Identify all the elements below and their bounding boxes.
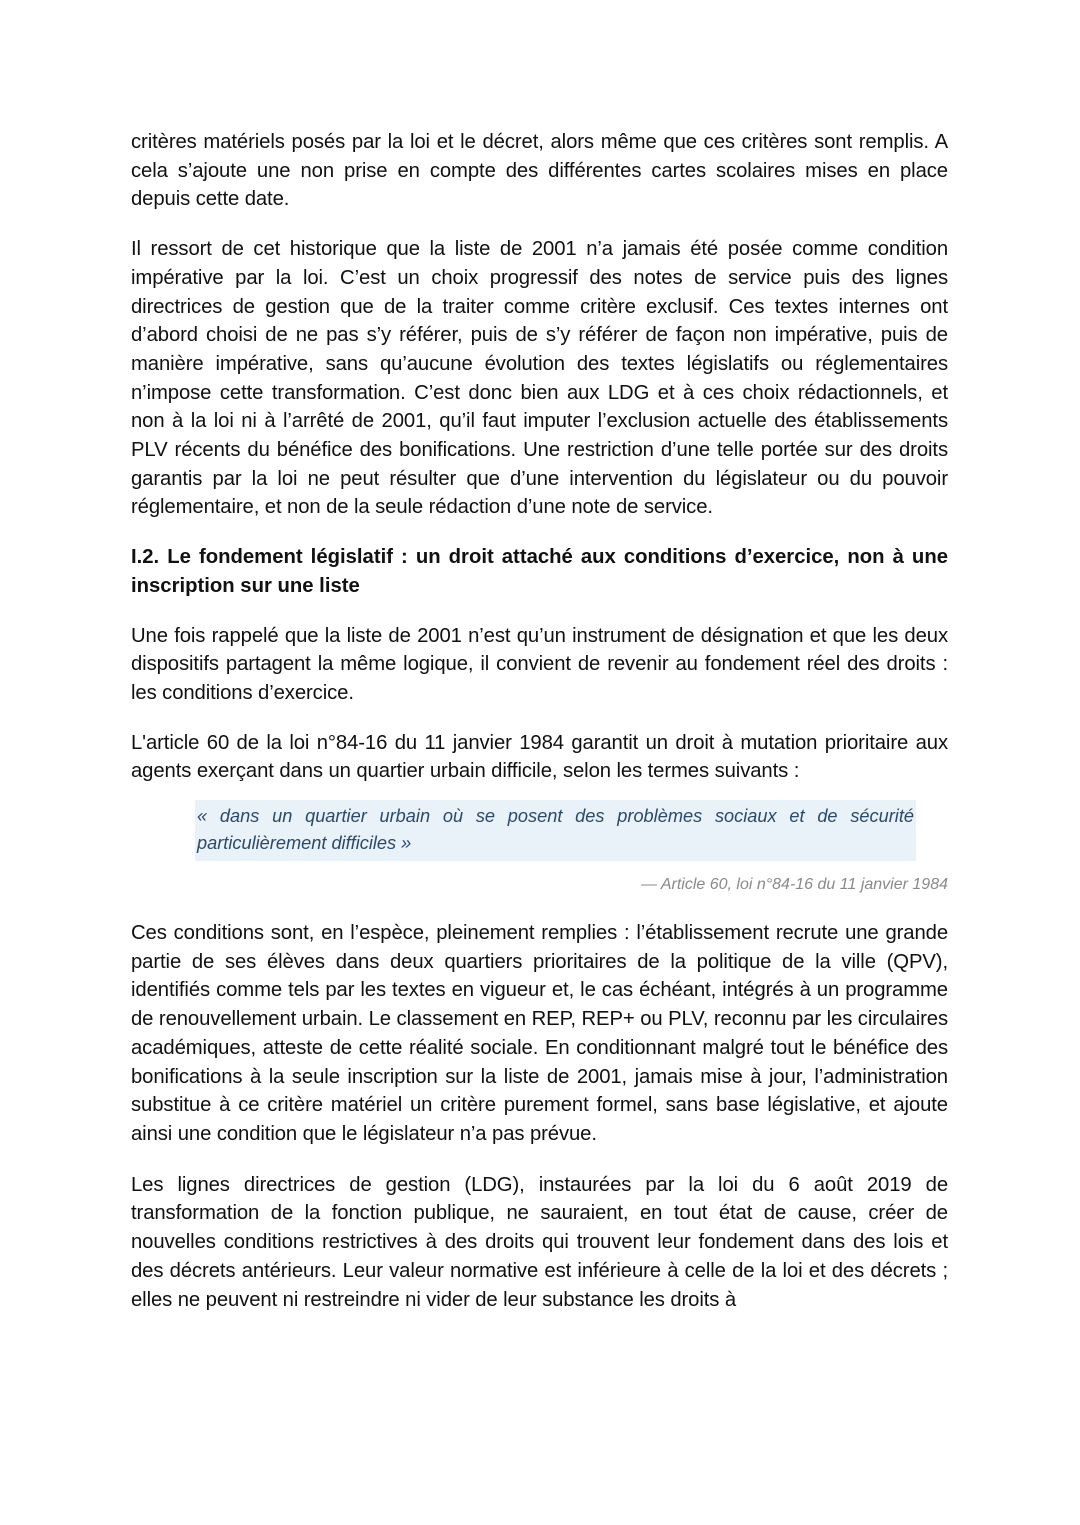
quote-attribution: — Article 60, loi n°84-16 du 11 janvier 1984 — [640, 876, 948, 894]
paragraph-article-60: L'article 60 de la loi n°84-16 du 11 janvier 1984 garantit un droit à mutation prioritaire aux agents exerçant dans un quartier urbain difficile, selon les termes suivants : — [131, 731, 948, 783]
paragraph-ldg: Les lignes directrices de gestion (LDG), instaurées par la loi du 6 août 2019 de transformation de la fonction publique, ne sauraient, en tout état de cause, créer de nouvelles conditions restrictives à des droits qui trouvent leur fondement dans des lois et des décrets antérieurs. Leur valeur normative est inférieure à celle de la loi et des décrets ; elles ne peuvent ni restreindre ni vider de leur substance les droits à — [131, 1173, 948, 1311]
paragraph-conditions: Ces conditions sont, en l’espèce, pleinement remplies : l’établissement recrute une grande partie de ses élèves dans deux quartiers prioritaires de la politique de la ville (QPV), identifiés comme tels par les textes en vigueur et, le cas échéant, intégrés à un programme de renouvellement urbain. Le classement en REP, REP+ ou PLV, reconnu par les circulaires académiques, atteste de cette réalité sociale. En conditionnant malgré tout le bénéfice des bonifications à la seule inscription sur la liste de 2001, jamais mise à jour, l’administration substitue à ce critère matériel un critère purement formel, sans base législative, et ajoute ainsi une condition que le législateur n’a pas prévue. — [131, 922, 948, 1145]
paragraph-rappel: Une fois rappelé que la liste de 2001 n’est qu’un instrument de désignation et que les deux dispositifs partagent la même logique, il convient de revenir au fondement réel des droits : les conditions d’exercice. — [131, 624, 948, 704]
quote-container — [131, 800, 948, 861]
paragraph-historique: Il ressort de cet historique que la liste de 2001 n’a jamais été posée comme condition impérative par la loi. C’est un choix progressif des notes de service puis des lignes directrices de gestion que de la traiter comme critère exclusif. Ces textes internes ont d’abord choisi de ne pas s’y référer, puis de s’y référer de façon non impérative, puis de manière impérative, sans qu’aucune évolution des textes législatifs ou réglementaires n’impose cette transformation. C’est donc bien aux LDG et à ces choix rédactionnels, et non à la loi ni à l’arrêté de 2001, qu’il faut imputer l’exclusion actuelle des établissements PLV récents du bénéfice des bonifications. Une restriction d’une telle portée sur des droits garantis par la loi ne peut résulter que d’une intervention du législateur ou du pouvoir réglementaire, et non de la seule rédaction d’une note de service. — [131, 238, 948, 519]
paragraph-criteres: critères matériels posés par la loi et le décret, alors même que ces critères sont remplis. A cela s’ajoute une non prise en compte des différentes cartes scolaires mises en place depuis cette date. — [131, 131, 948, 211]
blockquote: « dans un quartier urbain où se posent des problèmes sociaux et de sécurité particulièrement difficiles » — [195, 800, 916, 861]
document-page — [131, 128, 948, 1335]
section-heading: I.2. Le fondement législatif : un droit attaché aux conditions d’exercice, non à une inscription sur une liste — [131, 546, 948, 597]
